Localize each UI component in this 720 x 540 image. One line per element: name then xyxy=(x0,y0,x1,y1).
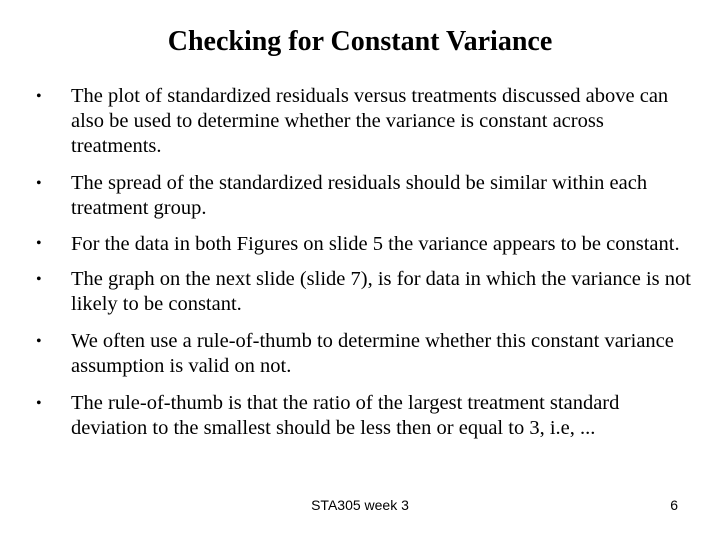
bullet-icon: • xyxy=(36,271,42,288)
bullet-text-2: The spread of the standardized residuals should be similar within each treatment group. xyxy=(71,172,648,219)
bullet-list xyxy=(36,84,696,453)
bullet-text-3: For the data in both Figures on slide 5 the variance appears to be constant. xyxy=(71,233,680,255)
bullet-icon: • xyxy=(36,333,42,350)
bullet-text-5: We often use a rule-of-thumb to determine whether this constant variance assumption is valid on not. xyxy=(71,330,674,377)
slide-title: Checking for Constant Variance xyxy=(167,26,553,57)
bullet-item-6 xyxy=(36,391,696,441)
bullet-icon: • xyxy=(36,88,42,105)
bullet-item-4 xyxy=(36,267,696,317)
bullet-icon: • xyxy=(36,235,42,252)
bullet-text-4: The graph on the next slide (slide 7), is for data in which the variance is not likely to be constant. xyxy=(71,268,691,315)
footer-course: STA305 week 3 xyxy=(311,497,409,513)
bullet-item-3 xyxy=(36,233,696,255)
bullet-item-2 xyxy=(36,171,696,221)
bullet-icon: • xyxy=(36,175,42,192)
bullet-item-1 xyxy=(36,84,696,159)
bullet-text-6: The rule-of-thumb is that the ratio of the largest treatment standard deviation to the smallest should be less then or equal to 3, i.e, ... xyxy=(71,392,620,439)
bullet-item-5 xyxy=(36,329,696,379)
page-number: 6 xyxy=(670,497,678,513)
bullet-text-1: The plot of standardized residuals versus treatments discussed above can also be used to determine whether the variance is constant across treatments. xyxy=(71,85,669,157)
bullet-icon: • xyxy=(36,395,42,412)
